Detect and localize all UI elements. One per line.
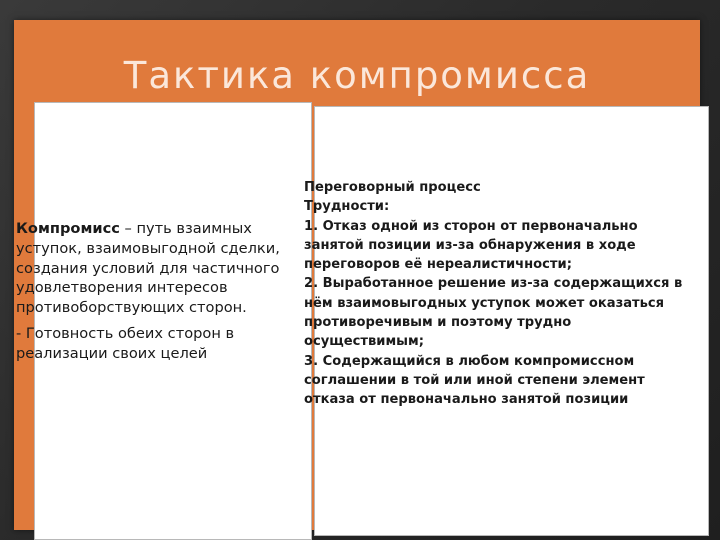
definition-text: – путь взаимных уступок, взаимовыгодной сделки, создания условий для частичного удовлетворения интересов противоборствующих сторон. — [16, 220, 280, 317]
negotiation-difficulties-block — [304, 178, 694, 410]
compromise-definition-block — [16, 219, 298, 364]
difficulty-item: 1. Отказ одной из сторон от первоначально занятой позиции из-за обнаружения в ходе переговоров её нереалистичности; — [304, 218, 638, 273]
negotiation-heading: Переговорный процесс — [304, 180, 481, 195]
difficulty-item: 2. Выработанное решение из-за содержащихся в нём взаимовыгодных уступок может оказаться противоречивым и поэтому трудно осуществимым; — [304, 276, 683, 350]
readiness-note: - Готовность обеих сторон в реализации своих целей — [16, 324, 235, 362]
slide-title: Тактика компромисса — [123, 54, 591, 97]
definition-term: Компромисс — [16, 220, 120, 237]
difficulties-subheading: Трудности: — [304, 199, 390, 215]
definition-paragraph — [16, 219, 298, 318]
difficulty-item: 3. Содержащийся в любом компромиссном соглашении в той или иной степени элемент отказа от первоначально занятой позиции — [304, 353, 645, 408]
